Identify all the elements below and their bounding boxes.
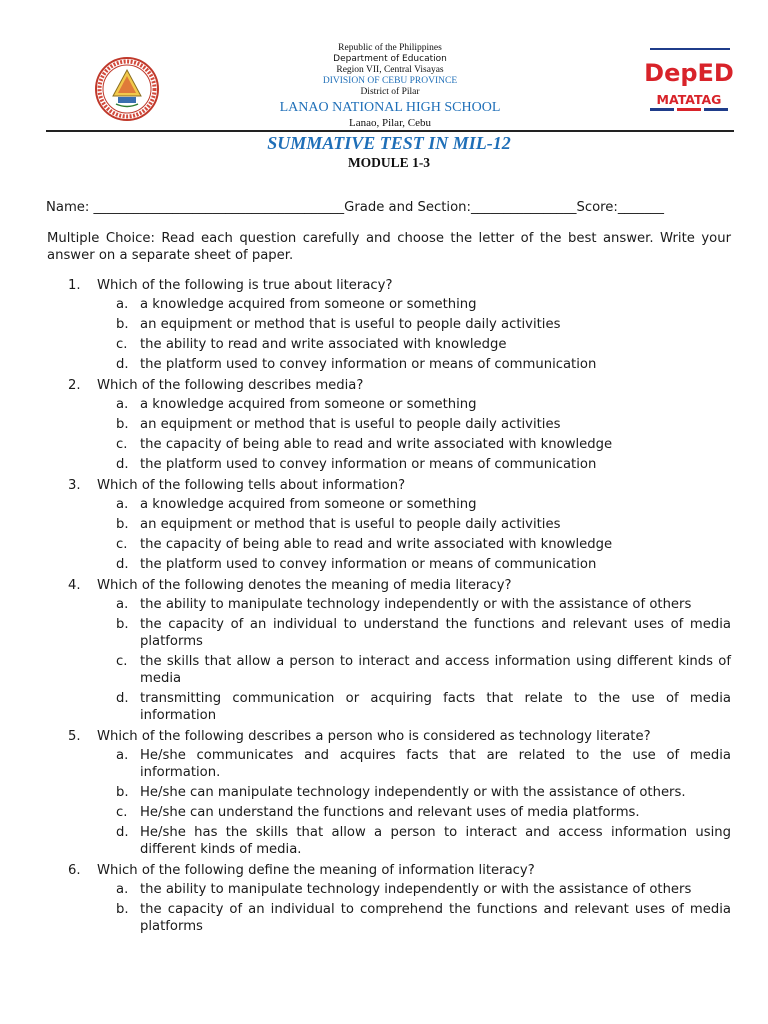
student-info-line: Name: ______________________________________Grade and Section:________________Score:_______ — [46, 200, 664, 215]
division-line: DIVISION OF CEBU PROVINCE — [322, 76, 458, 86]
option-text: a knowledge acquired from someone or something — [140, 297, 477, 312]
region-line: Region VII, Central Visayas — [336, 65, 444, 75]
republic-line: Republic of the Philippines — [338, 43, 442, 53]
answer-option — [97, 901, 731, 935]
answer-option — [97, 690, 731, 724]
option-letter: d. — [116, 357, 129, 372]
answer-option — [97, 881, 731, 898]
option-text: the platform used to convey information or means of communication — [140, 357, 597, 372]
option-text: the capacity of being able to read and write associated with knowledge — [140, 537, 613, 552]
question-item — [47, 376, 731, 473]
answer-option — [97, 747, 731, 781]
school-address: Lanao, Pilar, Cebu — [348, 117, 432, 129]
option-letter: c. — [116, 337, 128, 352]
answer-option — [97, 296, 731, 313]
question-text: Which of the following denotes the meaning of media literacy? — [97, 578, 512, 593]
question-text: Which of the following describes media? — [97, 378, 364, 393]
question-text: Which of the following define the meaning of information literacy? — [97, 863, 535, 878]
option-letter: b. — [116, 517, 129, 532]
question-item — [47, 576, 731, 724]
option-letter: c. — [116, 654, 128, 669]
option-letter: c. — [116, 805, 128, 820]
option-text: the ability to manipulate technology independently or with the assistance of others — [140, 597, 692, 612]
option-letter: a. — [116, 597, 129, 612]
answer-option — [97, 653, 731, 687]
option-letter: b. — [116, 902, 129, 917]
option-letter: a. — [116, 748, 129, 763]
answer-option — [97, 536, 731, 553]
option-letter: a. — [116, 397, 129, 412]
question-text: Which of the following describes a person who is considered as technology literate? — [97, 729, 651, 744]
question-item — [47, 727, 731, 858]
option-text: He/she communicates and acquires facts that are related to the use of media information. — [140, 748, 731, 780]
instructions-paragraph: Multiple Choice: Read each question carefully and choose the letter of the best answer. Write your answer on a separate sheet of paper. — [47, 231, 731, 263]
school-name: LANAO NATIONAL HIGH SCHOOL — [279, 100, 501, 115]
option-letter: b. — [116, 785, 129, 800]
district-line: District of Pilar — [360, 87, 420, 97]
question-text: Which of the following tells about information? — [97, 478, 406, 493]
answer-options — [97, 496, 731, 573]
answer-option — [97, 496, 731, 513]
option-letter: d. — [116, 825, 129, 840]
option-letter: a. — [116, 497, 129, 512]
option-text: an equipment or method that is useful to people daily activities — [140, 317, 561, 332]
deped-matatag-logo — [644, 46, 734, 118]
option-letter: d. — [116, 457, 129, 472]
option-letter: b. — [116, 617, 129, 632]
question-number: 4. — [68, 578, 81, 593]
answer-option — [97, 596, 731, 613]
option-text: the capacity of an individual to understand the functions and relevant uses of media platforms — [140, 617, 731, 649]
option-text: transmitting communication or acquiring facts that relate to the use of media information — [140, 691, 731, 723]
option-letter: c. — [116, 537, 128, 552]
option-text: the skills that allow a person to interact and access information using different kinds of media — [140, 654, 731, 686]
question-number: 2. — [68, 378, 81, 393]
option-letter: d. — [116, 691, 129, 706]
question-item — [47, 276, 731, 373]
answer-option — [97, 616, 731, 650]
answer-option — [97, 336, 731, 353]
answer-option — [97, 416, 731, 433]
option-text: an equipment or method that is useful to people daily activities — [140, 517, 561, 532]
option-text: an equipment or method that is useful to people daily activities — [140, 417, 561, 432]
module-subtitle: MODULE 1-3 — [347, 155, 431, 170]
option-letter: c. — [116, 437, 128, 452]
option-text: the platform used to convey information or means of communication — [140, 457, 597, 472]
answer-option — [97, 516, 731, 533]
answer-option — [97, 436, 731, 453]
answer-options — [97, 881, 731, 935]
question-text: Which of the following is true about literacy? — [97, 278, 393, 293]
answer-option — [97, 556, 731, 573]
answer-option — [97, 456, 731, 473]
option-letter: b. — [116, 417, 129, 432]
option-letter: a. — [116, 882, 129, 897]
option-text: the capacity of an individual to comprehend the functions and relevant uses of media platforms — [140, 902, 731, 934]
answer-options — [97, 296, 731, 373]
option-letter: b. — [116, 317, 129, 332]
option-text: the ability to read and write associated with knowledge — [140, 337, 507, 352]
answer-options — [97, 596, 731, 724]
option-text: He/she has the skills that allow a person to interact and access information using different kinds of media. — [140, 825, 731, 857]
question-number: 6. — [68, 863, 81, 878]
header-divider — [46, 130, 734, 132]
question-item — [47, 861, 731, 935]
option-letter: d. — [116, 557, 129, 572]
answer-option — [97, 784, 731, 801]
question-number: 5. — [68, 729, 81, 744]
answer-option — [97, 824, 731, 858]
answer-option — [97, 804, 731, 821]
question-item — [47, 476, 731, 573]
answer-option — [97, 316, 731, 333]
option-text: the capacity of being able to read and write associated with knowledge — [140, 437, 613, 452]
question-number: 3. — [68, 478, 81, 493]
option-text: a knowledge acquired from someone or something — [140, 497, 477, 512]
letterhead — [0, 38, 768, 130]
deped-wordmark: DepED — [644, 59, 734, 87]
answer-options — [97, 747, 731, 858]
option-text: the platform used to convey information or means of communication — [140, 557, 597, 572]
question-list — [47, 276, 731, 938]
department-line: Department of Education — [333, 54, 447, 64]
answer-option — [97, 396, 731, 413]
school-seal-logo — [94, 56, 160, 122]
option-text: a knowledge acquired from someone or something — [140, 397, 477, 412]
option-text: He/she can manipulate technology independently or with the assistance of others. — [140, 785, 686, 800]
option-text: He/she can understand the functions and relevant uses of media platforms. — [140, 805, 640, 820]
answer-options — [97, 396, 731, 473]
matatag-wordmark: MATATAG — [656, 92, 722, 107]
answer-option — [97, 356, 731, 373]
letterhead-text — [230, 43, 550, 130]
question-number: 1. — [68, 278, 81, 293]
option-letter: a. — [116, 297, 129, 312]
test-title: SUMMATIVE TEST IN MIL-12 — [267, 133, 511, 153]
option-text: the ability to manipulate technology independently or with the assistance of others — [140, 882, 692, 897]
